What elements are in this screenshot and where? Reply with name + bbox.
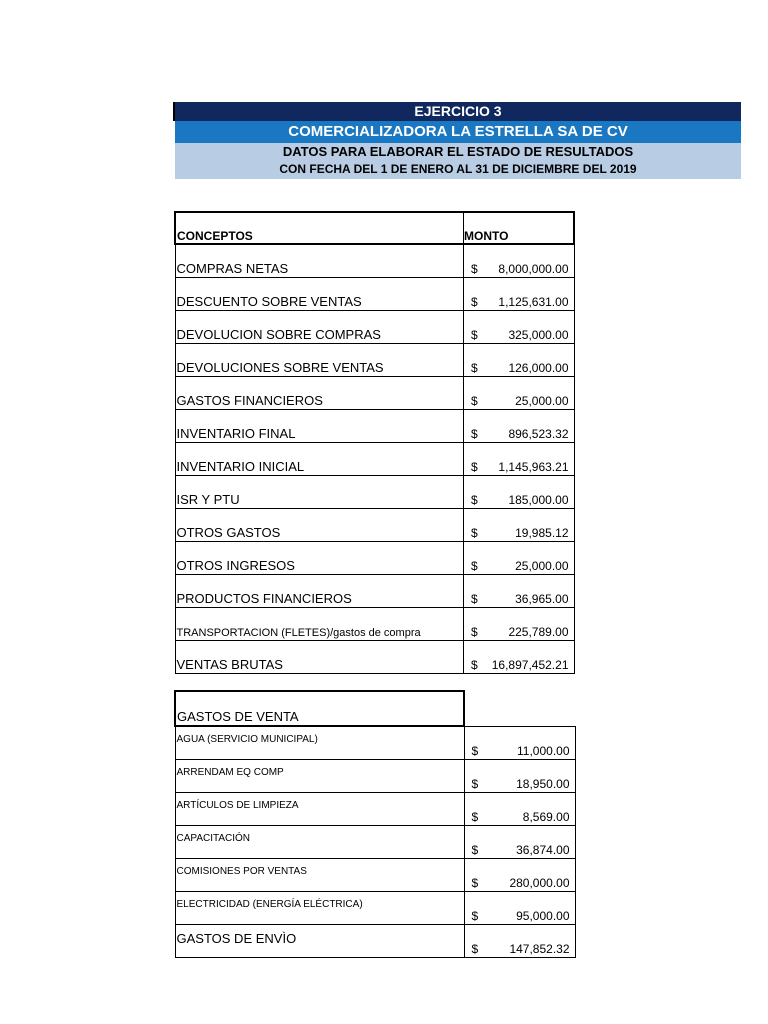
amount-cell bbox=[464, 509, 575, 542]
concept-cell: AGUA (SERVICIO MUNICIPAL) bbox=[175, 726, 464, 759]
table-row bbox=[175, 891, 575, 924]
exercise-title: EJERCICIO 3 bbox=[175, 102, 741, 121]
currency-symbol: $ bbox=[471, 394, 478, 408]
amount-value: 16,897,452.21 bbox=[491, 658, 569, 672]
currency-symbol: $ bbox=[471, 559, 478, 573]
concept-cell: GASTOS DE ENVÌO bbox=[175, 924, 464, 957]
concept-cell: CAPACITACIÓN bbox=[175, 825, 464, 858]
amount-value: 18,950.00 bbox=[516, 776, 570, 791]
concept-cell: DEVOLUCIONES SOBRE VENTAS bbox=[175, 344, 464, 377]
concept-cell: ELECTRICIDAD (ENERGÍA ELÉCTRICA) bbox=[175, 891, 464, 924]
amount-value: 1,145,963.21 bbox=[498, 460, 569, 474]
amount-cell bbox=[464, 792, 575, 825]
concepts-table bbox=[174, 211, 575, 674]
amount-value: 36,874.00 bbox=[516, 842, 570, 857]
amount-cell bbox=[464, 443, 575, 476]
amount-cell bbox=[464, 377, 575, 410]
amount-value: 11,000.00 bbox=[517, 743, 570, 758]
amount-cell bbox=[464, 726, 575, 759]
column-header-amount: MONTO bbox=[464, 212, 575, 244]
amount-value: 8,000,000.00 bbox=[498, 262, 569, 276]
table-row bbox=[175, 509, 574, 542]
concept-cell: INVENTARIO FINAL bbox=[175, 410, 464, 443]
table-row bbox=[175, 825, 575, 858]
subtitle-line: DATOS PARA ELABORAR EL ESTADO DE RESULTADOS bbox=[282, 144, 634, 159]
concept-cell: ARTÍCULOS DE LIMPIEZA bbox=[175, 792, 464, 825]
company-name: COMERCIALIZADORA LA ESTRELLA SA DE CV bbox=[175, 121, 741, 143]
concept-cell: DESCUENTO SOBRE VENTAS bbox=[175, 278, 464, 311]
amount-value: 95,000.00 bbox=[516, 908, 570, 923]
table-row bbox=[175, 344, 574, 377]
concept-cell: VENTAS BRUTAS bbox=[175, 641, 464, 674]
amount-cell bbox=[464, 924, 575, 957]
amount-value: 225,789.00 bbox=[508, 625, 569, 639]
currency-symbol: $ bbox=[471, 262, 478, 276]
amount-cell bbox=[464, 641, 575, 674]
table-row bbox=[175, 443, 574, 476]
table-row bbox=[175, 792, 575, 825]
currency-symbol: $ bbox=[471, 625, 478, 639]
table-row bbox=[175, 476, 574, 509]
currency-symbol: $ bbox=[471, 658, 478, 672]
amount-cell bbox=[464, 244, 575, 278]
table-row bbox=[175, 608, 574, 641]
table-row bbox=[175, 278, 574, 311]
amount-cell bbox=[464, 891, 575, 924]
header-subtitle bbox=[175, 143, 741, 179]
amount-cell bbox=[464, 858, 575, 891]
currency-symbol: $ bbox=[471, 592, 478, 606]
currency-symbol: $ bbox=[471, 743, 479, 758]
concept-cell: OTROS INGRESOS bbox=[175, 542, 464, 575]
currency-symbol: $ bbox=[471, 361, 478, 375]
amount-value: 185,000.00 bbox=[508, 493, 569, 507]
concept-cell: COMISIONES POR VENTAS bbox=[175, 858, 464, 891]
concept-cell: GASTOS FINANCIEROS bbox=[175, 377, 464, 410]
currency-symbol: $ bbox=[471, 941, 479, 956]
sales-expenses-table bbox=[174, 690, 576, 958]
table-row bbox=[175, 244, 574, 278]
amount-value: 325,000.00 bbox=[508, 328, 569, 342]
table-row bbox=[175, 542, 574, 575]
currency-symbol: $ bbox=[471, 842, 479, 857]
amount-cell bbox=[464, 311, 575, 344]
currency-symbol: $ bbox=[471, 776, 479, 791]
amount-value: 147,852.32 bbox=[509, 941, 570, 956]
sales-expenses-header bbox=[175, 691, 575, 726]
currency-symbol: $ bbox=[471, 427, 478, 441]
column-header-concepts: CONCEPTOS bbox=[175, 212, 464, 244]
table-row bbox=[175, 759, 575, 792]
table-row bbox=[175, 410, 574, 443]
amount-cell bbox=[464, 476, 575, 509]
amount-value: 25,000.00 bbox=[515, 559, 569, 573]
amount-cell bbox=[464, 759, 575, 792]
date-range-line: CON FECHA DEL 1 DE ENERO AL 31 DE DICIEMBRE DEL 2019 bbox=[279, 162, 637, 176]
amount-cell bbox=[464, 278, 575, 311]
amount-value: 280,000.00 bbox=[509, 875, 570, 890]
amount-cell bbox=[464, 608, 575, 641]
currency-symbol: $ bbox=[471, 526, 478, 540]
concepts-table-header bbox=[175, 212, 574, 244]
concept-cell: PRODUCTOS FINANCIEROS bbox=[175, 575, 464, 608]
amount-cell bbox=[464, 575, 575, 608]
currency-symbol: $ bbox=[471, 809, 479, 824]
amount-value: 25,000.00 bbox=[515, 394, 569, 408]
currency-symbol: $ bbox=[471, 328, 478, 342]
table-row bbox=[175, 311, 574, 344]
currency-symbol: $ bbox=[471, 295, 478, 309]
sales-expenses-header-spacer bbox=[464, 691, 575, 726]
concept-cell: ISR Y PTU bbox=[175, 476, 464, 509]
currency-symbol: $ bbox=[471, 460, 478, 474]
amount-cell bbox=[464, 825, 575, 858]
currency-symbol: $ bbox=[471, 875, 479, 890]
amount-cell bbox=[464, 344, 575, 377]
table-row bbox=[175, 726, 575, 759]
currency-symbol: $ bbox=[471, 493, 478, 507]
concept-cell: OTROS GASTOS bbox=[175, 509, 464, 542]
concept-cell: COMPRAS NETAS bbox=[175, 244, 464, 278]
table-row bbox=[175, 858, 575, 891]
amount-value: 19,985.12 bbox=[515, 526, 569, 540]
concept-cell: DEVOLUCION SOBRE COMPRAS bbox=[175, 311, 464, 344]
amount-cell bbox=[464, 542, 575, 575]
amount-value: 896,523.32 bbox=[508, 427, 569, 441]
concept-cell: ARRENDAM EQ COMP bbox=[175, 759, 464, 792]
amount-value: 126,000.00 bbox=[508, 361, 569, 375]
table-row bbox=[175, 641, 574, 674]
amount-value: 1,125,631.00 bbox=[498, 295, 569, 309]
amount-cell bbox=[464, 410, 575, 443]
concept-cell: TRANSPORTACION (FLETES)/gastos de compra bbox=[175, 608, 464, 641]
amount-value: 36,965.00 bbox=[515, 592, 569, 606]
sales-expenses-title: GASTOS DE VENTA bbox=[175, 691, 464, 726]
concept-cell: INVENTARIO INICIAL bbox=[175, 443, 464, 476]
currency-symbol: $ bbox=[471, 908, 479, 923]
table-row bbox=[175, 575, 574, 608]
amount-value: 8,569.00 bbox=[522, 809, 570, 824]
table-row bbox=[175, 377, 574, 410]
table-row bbox=[175, 924, 575, 957]
